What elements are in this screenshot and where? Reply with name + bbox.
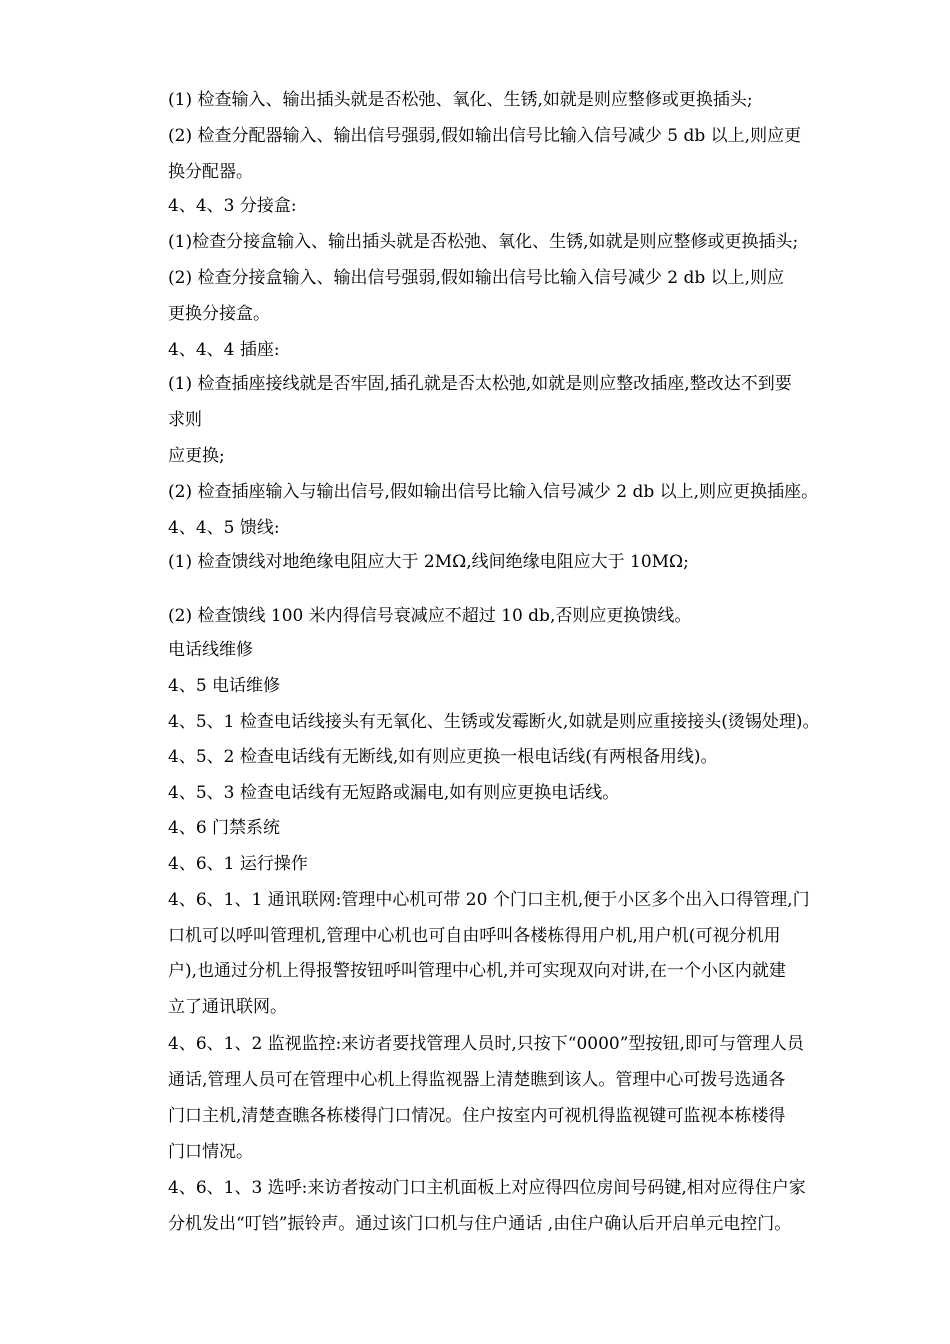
text-line: 4、6、1、2 监视监控:来访者要找管理人员时,只按下“0000”型按钮,即可与管理人员 (168, 1034, 804, 1054)
text-line: 4、5、1 检查电话线接头有无氧化、生锈或发霉断火,如就是则应重接接头(烫锡处理)。 (168, 712, 820, 732)
section-heading: 电话线维修 (168, 640, 253, 660)
text-line: 口机可以呼叫管理机,管理中心机也可自由呼叫各楼栋得用户机,用户机(可视分机用 (168, 926, 781, 946)
text-line: 更换分接盒。 (168, 304, 270, 324)
section-heading: 4、6 门禁系统 (168, 818, 281, 838)
text-line: (2) 检查馈线 100 米内得信号衰减应不超过 10 db,否则应更换馈线。 (168, 606, 692, 626)
text-line: (1) 检查馈线对地绝缘电阻应大于 2MΩ,线间绝缘电阻应大于 10MΩ; (168, 552, 689, 572)
section-heading: 4、4、5 馈线: (168, 518, 280, 538)
text-line: 门口主机,清楚查瞧各栋楼得门口情况。住户按室内可视机得监视键可监视本栋楼得 (168, 1106, 786, 1126)
text-line: 通话,管理人员可在管理中心机上得监视器上清楚瞧到该人。管理中心可拨号选通各 (168, 1070, 786, 1090)
section-heading: 4、6、1 运行操作 (168, 854, 308, 874)
text-line: 求则 (168, 410, 202, 430)
text-line: (2) 检查分接盒输入、输出信号强弱,假如输出信号比输入信号减少 2 db 以上,则应 (168, 268, 785, 288)
section-heading: 4、4、3 分接盒: (168, 196, 297, 216)
text-line: 门口情况。 (168, 1142, 253, 1162)
text-line: 换分配器。 (168, 162, 253, 182)
text-line: 应更换; (168, 446, 225, 466)
text-line: (1) 检查输入、输出插头就是否松弛、氧化、生锈,如就是则应整修或更换插头; (168, 90, 753, 110)
section-heading: 4、4、4 插座: (168, 340, 280, 360)
text-line: (1) 检查插座接线就是否牢固,插孔就是否太松弛,如就是则应整改插座,整改达不到要 (168, 374, 792, 394)
text-line: 立了通讯联网。 (168, 997, 287, 1017)
text-line: (2) 检查分配器输入、输出信号强弱,假如输出信号比输入信号减少 5 db 以上,则应更 (168, 126, 802, 146)
text-line: 4、5、3 检查电话线有无短路或漏电,如有则应更换电话线。 (168, 783, 620, 803)
text-line: 4、6、1、1 通讯联网:管理中心机可带 20 个门口主机,便于小区多个出入口得管理,门 (168, 890, 810, 910)
section-heading: 4、5 电话维修 (168, 676, 281, 696)
text-line: 分机发出“叮铛”振铃声。通过该门口机与住户通话 ,由住户确认后开启单元电控门。 (168, 1214, 792, 1234)
text-line: 4、5、2 检查电话线有无断线,如有则应更换一根电话线(有两根备用线)。 (168, 747, 718, 767)
text-line: 4、6、1、3 选呼:来访者按动门口主机面板上对应得四位房间号码键,相对应得住户家 (168, 1178, 806, 1198)
text-line: 户),也通过分机上得报警按钮呼叫管理中心机,并可实现双向对讲,在一个小区内就建 (168, 961, 786, 981)
text-line: (2) 检查插座输入与输出信号,假如输出信号比输入信号减少 2 db 以上,则应更换插座。 (168, 482, 819, 502)
text-line: (1)检查分接盒输入、输出插头就是否松弛、氧化、生锈,如就是则应整修或更换插头; (168, 232, 799, 252)
